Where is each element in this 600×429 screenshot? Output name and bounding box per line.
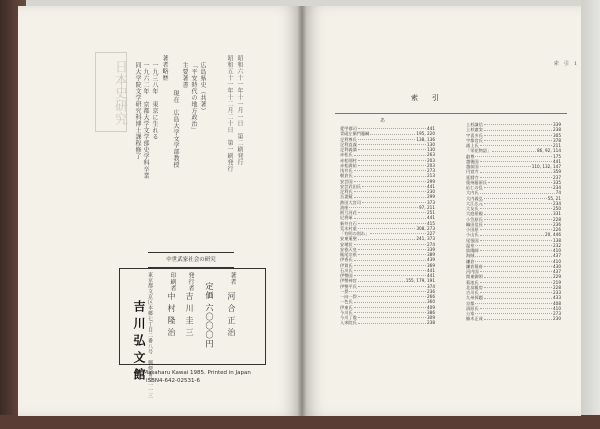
dot-leader (358, 210, 426, 213)
index-term: 入来院氏 (340, 320, 357, 326)
index-page-number: 339 (553, 122, 561, 127)
index-page-number: 389 (427, 252, 435, 257)
index-term: 青砥左衛門藤綱 (340, 131, 370, 137)
index-page-number: 305 (553, 132, 561, 138)
index-term: 上杉憲実 (466, 127, 483, 133)
index-term: 浦上氏 (466, 143, 479, 148)
copyright-line: © Masaharu Kawai 1985. Printed in Japan (136, 370, 251, 376)
index-rule (335, 113, 567, 114)
index-term: 大庭景親 (466, 211, 483, 217)
index-term: 関東御領 (466, 274, 483, 280)
price: 定価 六〇〇〇円 (205, 282, 214, 349)
index-term: 九州探題 (466, 295, 483, 301)
book-title: 中世武家社会の研究 (148, 252, 234, 268)
index-page-number: 238 (553, 127, 561, 133)
publisher-label: 発行者 (187, 272, 194, 292)
dot-leader (349, 289, 426, 292)
index-page-number: 251 (427, 210, 435, 215)
index-term: 陰陽師 (466, 248, 479, 253)
dot-leader (484, 122, 552, 125)
dot-leader (358, 163, 426, 166)
dot-leader (480, 238, 552, 241)
dot-leader (354, 299, 426, 302)
dot-leader (484, 185, 552, 188)
author-label: 著者 (229, 272, 236, 285)
index-page-number: 175 (553, 153, 561, 159)
index-page-number: 228 (553, 284, 561, 290)
book-gutter (298, 6, 306, 416)
index-term: 伊勢平氏 (340, 283, 357, 289)
index-page-number: 386 (427, 309, 435, 315)
index-term: 奥州藤原氏 (466, 179, 487, 185)
dot-leader (354, 152, 426, 155)
index-page-number: 308, 273 (416, 225, 435, 231)
index-page-number: 441 (427, 267, 435, 273)
index-term: 朝倉氏 (340, 173, 353, 179)
index-page-number: 409 (427, 304, 435, 310)
dot-leader (480, 159, 552, 162)
index-term: 大友氏 (466, 206, 479, 211)
index-term: 小田原 (466, 227, 479, 232)
index-term: 伊勢国 (340, 273, 353, 278)
index-term: 大内義弘 (466, 195, 483, 201)
index-page-number: 441 (427, 215, 435, 221)
index-page-number: 378 (553, 137, 561, 143)
author-note-line: 一九六二年 京都大学文学部史学科卒業 (142, 62, 149, 179)
index-page-number: 273 (427, 168, 435, 173)
dot-leader (358, 315, 426, 318)
index-entry (340, 320, 435, 325)
dot-leader (354, 179, 426, 182)
dot-leader (484, 127, 552, 130)
index-term: 油座 (340, 204, 349, 210)
index-term: 宇喜多氏 (466, 132, 483, 138)
book-cover-bottom (0, 415, 600, 429)
printer-label: 印刷者 (169, 272, 176, 292)
dot-leader (358, 320, 426, 323)
index-term: 足利氏 (340, 189, 353, 194)
index-term: 小笠原氏 (466, 216, 483, 222)
publisher-address: 東京都文京区本郷七丁目二番八号 郵便番号一一三 (147, 272, 153, 399)
index-page-number: 360 (427, 299, 435, 305)
index-page-number: 374 (427, 283, 435, 289)
index-term: 阿弖河荘 (340, 210, 357, 215)
dot-leader (354, 310, 426, 313)
index-page-number: 232 (553, 242, 561, 248)
index-page-number: 410 (553, 248, 561, 253)
index-page-number: 441 (427, 273, 435, 278)
index-page-number: 441 (553, 158, 561, 164)
index-term: 新井白石 (340, 220, 357, 226)
index-page-number: 155, 179, 191 (405, 278, 435, 284)
index-term: 伊香氏 (340, 257, 353, 263)
dot-leader (349, 205, 418, 208)
index-page-number: 55, 21 (547, 195, 561, 201)
index-page-number: 219 (553, 279, 561, 285)
author-note-line: 「平安時代の地方政治」 (190, 62, 197, 134)
dot-leader (475, 243, 552, 246)
index-term: 北畠親房 (466, 284, 483, 290)
dot-leader (362, 184, 426, 187)
author-note-line: 同大学院文学研究科博士課程修了 (134, 62, 141, 160)
index-term: 伊勢神宮 (340, 278, 357, 284)
index-page-number: 74 (555, 190, 561, 196)
dot-leader (358, 278, 405, 281)
dot-leader (484, 222, 552, 225)
dot-leader (480, 190, 555, 193)
index-page-number: 211 (553, 143, 561, 148)
dot-leader (475, 154, 552, 157)
index-page-number: 138 (553, 237, 561, 243)
index-page-number: 430 (553, 263, 561, 269)
dot-leader (370, 231, 426, 234)
index-term: 愛甲郡司 (340, 126, 357, 131)
dot-leader (370, 131, 415, 134)
index-page-number: 226 (553, 227, 561, 232)
index-page-number: 229 (553, 274, 561, 280)
index-term: 足利尊氏 (340, 136, 357, 142)
index-term: 円覚寺 (466, 169, 479, 175)
dot-leader (354, 215, 426, 218)
dot-leader (354, 268, 426, 271)
index-term: 一揆 (340, 288, 349, 294)
index-term: 叡尊 (466, 153, 475, 159)
index-term: 安徳天皇 (340, 246, 357, 252)
dot-leader (484, 211, 552, 214)
index-page-number: 359 (553, 169, 561, 175)
running-head: 索 引 1 (553, 61, 577, 67)
dot-leader (480, 206, 552, 209)
index-term: 清原氏 (466, 305, 479, 311)
index-page-number: 439 (427, 257, 435, 263)
index-page-number: 97, 211 (419, 204, 435, 210)
index-page-number: 234 (553, 200, 561, 206)
index-term: 公家 (466, 311, 475, 316)
index-page-number: 236 (553, 221, 561, 227)
library-stamp: 日本史研究 (95, 52, 127, 132)
dot-leader (484, 217, 552, 220)
dot-leader (484, 196, 547, 199)
index-page-number: 237 (553, 174, 561, 180)
index-page-number: 441 (427, 126, 435, 131)
author-note-line: 著者略歴 (161, 55, 168, 81)
colophon-line: 昭和五十一年十二月二十日 第一刷発行 (226, 55, 233, 172)
dot-leader (480, 232, 544, 235)
index-term: 温泉 (466, 242, 475, 248)
index-term: 尾張国 (466, 237, 479, 243)
dot-leader (480, 143, 552, 146)
index-entry (466, 316, 561, 321)
index-page-number: 273 (553, 311, 561, 316)
index-term: 越後国 (466, 158, 479, 164)
index-term: 一色氏 (340, 299, 353, 305)
index-page-number: 415 (427, 220, 435, 226)
index-page-number: 228 (553, 216, 561, 222)
dot-leader (492, 148, 536, 151)
index-page-number: 410 (553, 305, 561, 311)
dot-leader (488, 180, 552, 183)
index-page-number: 203 (427, 162, 435, 168)
index-page-number: 299 (427, 194, 435, 200)
index-term: 今川氏 (340, 309, 353, 315)
index-term: 「有明の別れ」 (340, 231, 370, 236)
index-term: 飯尾宗祇 (340, 252, 357, 257)
colophon-line: 昭和六十一年十一月一日 第二刷発行 (236, 55, 243, 166)
index-column-right (466, 122, 561, 322)
dot-leader (484, 295, 552, 298)
index-page-number: 213 (427, 173, 435, 179)
dot-leader (358, 147, 426, 150)
index-page-number: 410 (553, 258, 561, 264)
index-page-number: 274 (427, 241, 435, 247)
index-term: 安芸武田氏 (340, 183, 361, 189)
index-term: 浅井氏 (340, 168, 353, 173)
index-page-number: 230 (553, 316, 561, 322)
index-page-number: 195, 220 (416, 131, 435, 137)
index-term: 小山氏 (466, 232, 479, 238)
printer-name: 中村隆治 (167, 292, 176, 340)
index-term: 尼将軍 (340, 215, 353, 221)
index-page-number: 138, 136 (416, 136, 435, 142)
index-term: 安堵状 (340, 241, 353, 247)
index-page-number: 130 (427, 141, 435, 147)
index-term: 「栄花物語」 (466, 148, 492, 154)
index-page-number: 238 (427, 320, 435, 326)
index-term: 大江広元 (466, 200, 483, 206)
index-page-number: 441 (427, 183, 435, 189)
author-note-line: 一九三八年 東京に生れる (151, 62, 158, 140)
index-page-number: 331 (553, 211, 561, 217)
index-term: 延暦寺 (466, 174, 479, 180)
dot-leader (480, 175, 552, 178)
index-page-number: 433 (553, 295, 561, 301)
dot-leader (475, 311, 552, 314)
index-term: 足利直義 (340, 141, 357, 147)
dot-leader (354, 173, 426, 176)
index-term: 鎌倉 (466, 258, 475, 264)
index-page-number: 230 (427, 189, 435, 194)
index-term: 大内氏 (466, 190, 479, 196)
index-term: 石川氏 (340, 267, 353, 273)
dot-leader (480, 290, 552, 293)
index-page-number: 233 (553, 290, 561, 295)
index-page-number: 20, 446 (545, 232, 561, 238)
dot-leader (358, 247, 426, 250)
dot-leader (358, 137, 416, 140)
dot-leader (354, 273, 426, 276)
dot-leader (354, 242, 426, 245)
index-term: 織田信長 (466, 221, 483, 227)
index-term: 赤松氏 (340, 152, 353, 158)
index-column-left (340, 126, 435, 326)
index-page-number: 203 (427, 157, 435, 163)
background-right (581, 0, 600, 429)
dot-leader (358, 142, 426, 145)
isbn: ISBN4-642-02531-6 (146, 378, 200, 384)
index-page-number: 335 (553, 179, 561, 185)
dot-leader (480, 169, 552, 172)
dot-leader (480, 164, 531, 167)
dot-leader (475, 301, 552, 304)
index-page-number: 110, 132, 147 (531, 164, 561, 169)
dot-leader (475, 259, 552, 262)
index-page-number: 373 (427, 199, 435, 205)
index-term: 今川了俊 (340, 315, 357, 320)
dot-leader (358, 284, 426, 287)
dot-leader (358, 252, 426, 255)
index-term: 菊池氏 (466, 279, 479, 285)
dot-leader (358, 294, 426, 297)
dot-leader (480, 269, 552, 272)
index-term: 足利義満 (340, 147, 357, 152)
dot-leader (354, 263, 426, 266)
index-page-number: 241, 373 (416, 236, 435, 242)
index-page-number: 263 (427, 152, 435, 158)
index-term: 河内国 (466, 269, 479, 274)
index-term: 越前国 (466, 164, 479, 169)
index-term: 安芸国 (340, 178, 353, 184)
index-term: 熱田大宮司 (340, 199, 361, 205)
author-note-line: 広島県史（共著） (199, 62, 206, 114)
index-term: 伊東氏 (340, 304, 353, 310)
author-name: 河合正治 (227, 292, 236, 340)
index-term: 伊賀氏 (340, 262, 353, 268)
dot-leader (484, 274, 552, 277)
publisher-person: 吉川圭三 (185, 292, 194, 340)
index-page-number: 309 (427, 315, 435, 320)
index-page-number: 227 (427, 231, 435, 236)
index-term: 赤松満祐 (340, 162, 357, 168)
index-page-number: 234 (553, 185, 561, 190)
dot-leader (354, 257, 426, 260)
dot-leader (354, 305, 426, 308)
index-term: 海賊 (466, 253, 475, 259)
index-page-number: 266 (427, 294, 435, 299)
dot-leader (354, 189, 426, 192)
index-term: 楠木正成 (466, 316, 483, 322)
dot-leader (358, 221, 426, 224)
index-term: 吉川氏 (466, 290, 479, 295)
index-page-number: 437 (553, 269, 561, 274)
index-page-number: 86, 92, 114 (537, 148, 561, 154)
index-page-number: 369 (427, 262, 435, 268)
index-page-number: 339 (427, 246, 435, 252)
copyright-notice (136, 369, 251, 385)
index-term: 鎌倉幕府 (466, 263, 483, 269)
index-term: 上杉謙信 (466, 122, 483, 127)
index-term: 応仁の乱 (466, 185, 483, 190)
dot-leader (484, 264, 552, 267)
index-title: 索引 (411, 94, 453, 102)
dot-leader (480, 248, 552, 251)
dot-leader (354, 168, 426, 171)
dot-leader (358, 158, 426, 161)
kana-section-heading: あ (380, 118, 386, 124)
index-term: 一向一揆 (340, 294, 357, 299)
dot-leader (475, 253, 552, 256)
index-page-number: 408 (553, 300, 561, 306)
dot-leader (484, 285, 552, 288)
index-page-number: 437 (553, 253, 561, 259)
index-page-number: 236 (427, 288, 435, 294)
dot-leader (480, 280, 552, 283)
author-note-line: 主要著書 (181, 62, 188, 88)
index-term: 宇都宮氏 (466, 137, 483, 143)
publisher-name: 吉川弘文館 (132, 300, 146, 385)
dot-leader (362, 200, 426, 203)
index-term: 安東蓮聖 (340, 236, 357, 242)
dot-leader (484, 133, 552, 136)
dot-leader (480, 306, 552, 309)
dot-leader (480, 227, 552, 230)
index-page-number: 299 (427, 178, 435, 184)
index-page-number: 250 (553, 206, 561, 211)
index-term: 荒木村重 (340, 225, 357, 231)
dot-leader (484, 138, 552, 141)
dot-leader (484, 201, 552, 204)
dot-leader (354, 194, 426, 197)
dot-leader (358, 126, 426, 129)
dot-leader (358, 236, 416, 239)
index-page-number: 130 (427, 147, 435, 152)
dot-leader (358, 226, 416, 229)
index-term: 京都 (466, 300, 475, 306)
index-term: 赤松則村 (340, 157, 357, 163)
dot-leader (484, 316, 552, 319)
author-note-line: 現在 広島大学文学部教授 (172, 90, 179, 168)
index-term: 吾妻鏡 (340, 194, 353, 200)
